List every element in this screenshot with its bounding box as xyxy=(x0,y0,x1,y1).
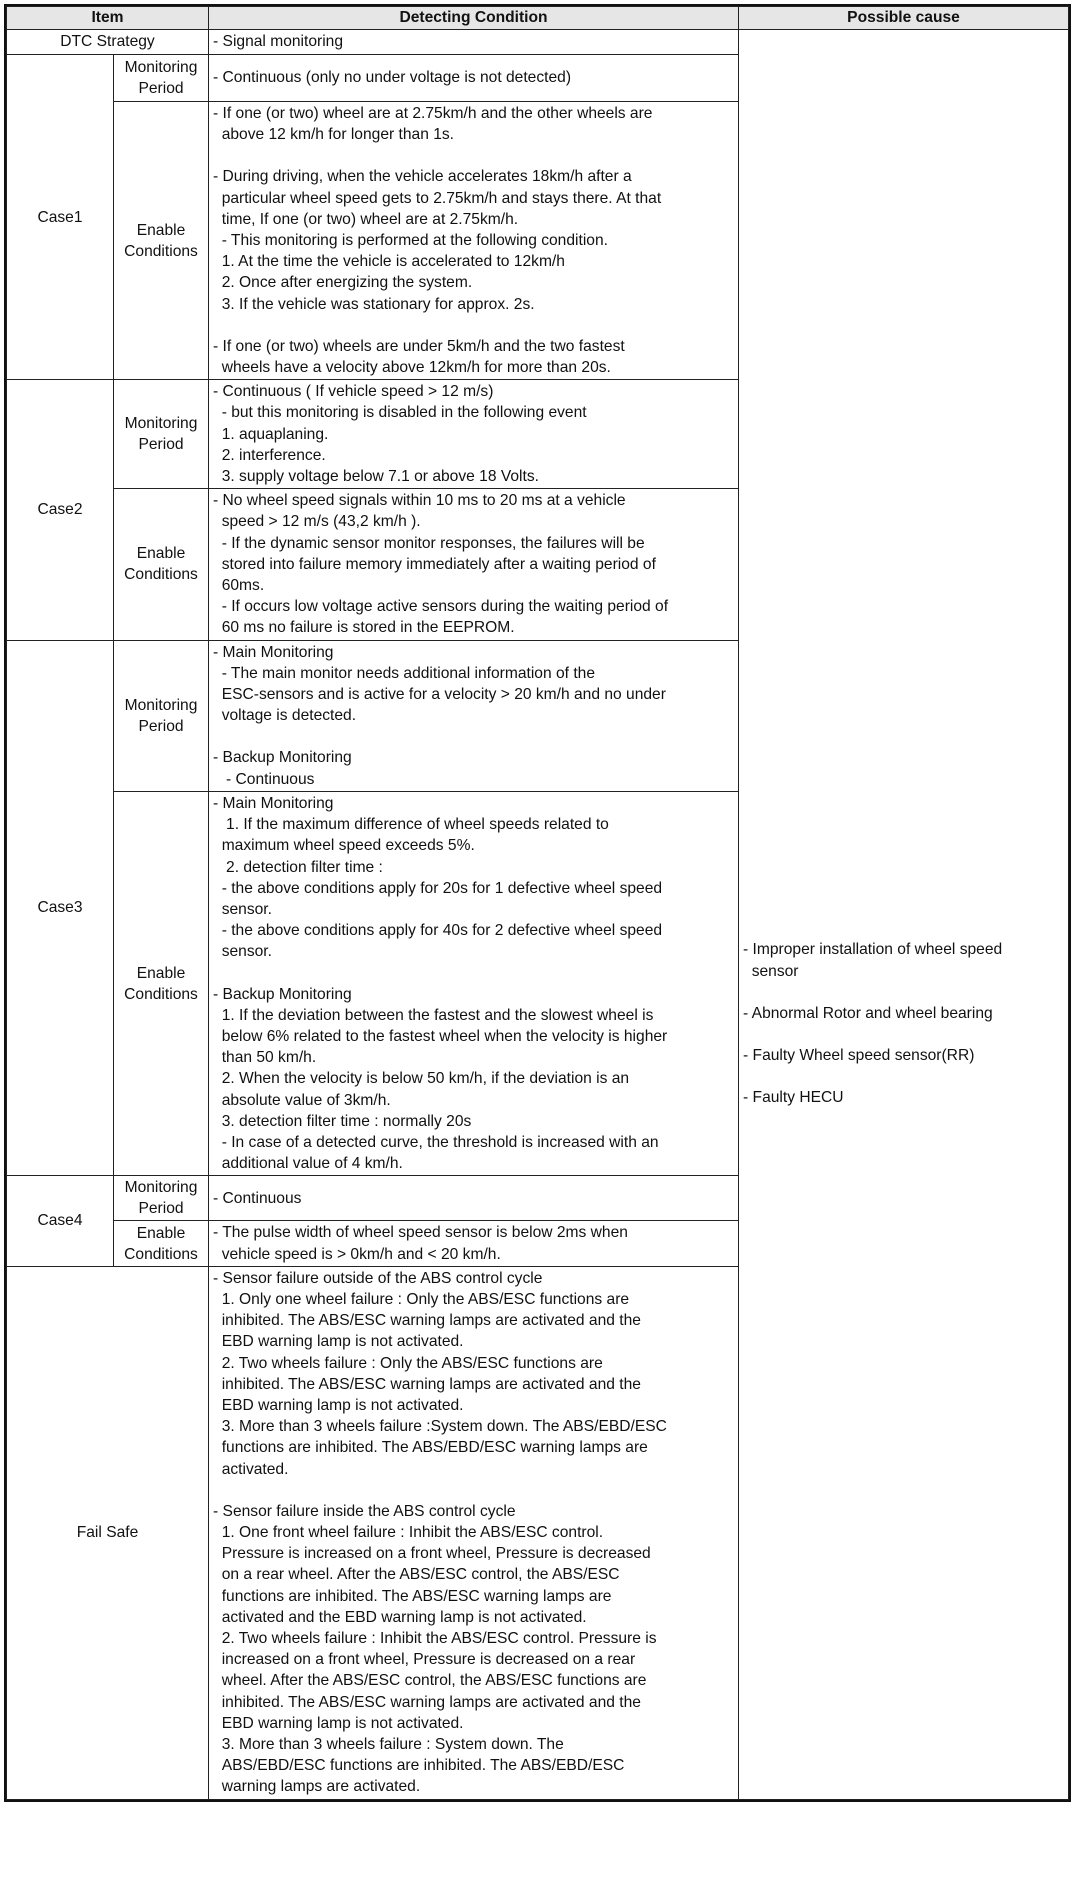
case4-label: Case4 xyxy=(7,1176,114,1266)
cause-item: - Faulty HECU xyxy=(743,1089,844,1107)
case2-label: Case2 xyxy=(7,380,114,640)
header-item: Item xyxy=(7,7,209,30)
case1-enable-text: - If one (or two) wheel are at 2.75km/h and the other wheels are above 12 km/h for longer than 1s. - During driving, when the vehicle accelerates 18km/h after a particular wheel speed gets to 2.75km/h and stays there. At that time, If one (or two) wheel are at 2.75km/h. - This monitoring is performed at the following condition. 1. At the time the vehicle is accelerated to 12km/h 2. Once after energizing the system. 3. If the vehicle was stationary for approx. 2s. - If one (or two) wheels are under 5km/h and the two fastest wheels have a velocity above 12km/h for more than 20s. xyxy=(209,102,739,380)
case2-enable-text: - No wheel speed signals within 10 ms to 20 ms at a vehicle speed > 12 m/s (43,2 km/h ). - If the dynamic sensor monitor responses, the failures will be stored into failure memory immediately after a waiting period of 60ms. - If occurs low voltage active sensors during the waiting period of 60 ms no failure is stored in the EEPROM. xyxy=(209,489,739,640)
strategy-value: - Signal monitoring xyxy=(209,30,739,55)
cause-item: - Abnormal Rotor and wheel bearing xyxy=(743,1004,993,1022)
case3-monitoring-label: Monitoring Period xyxy=(114,640,209,791)
strategy-row xyxy=(7,30,1069,55)
dtc-table xyxy=(6,6,1069,1800)
case2-monitoring-text: - Continuous ( If vehicle speed > 12 m/s) - but this monitoring is disabled in the following event 1. aquaplaning. 2. interference. 3. supply voltage below 7.1 or above 18 Volts. xyxy=(209,380,739,489)
cause-item: - Improper installation of wheel speed sensor xyxy=(743,941,1003,980)
possible-cause-cell xyxy=(739,30,1069,1800)
header-detecting-condition: Detecting Condition xyxy=(209,7,739,30)
case4-monitoring-text: - Continuous xyxy=(209,1176,739,1221)
case3-label: Case3 xyxy=(7,640,114,1176)
case4-enable-text: - The pulse width of wheel speed sensor is below 2ms when vehicle speed is > 0km/h and < 20 km/h. xyxy=(209,1221,739,1266)
case1-monitoring-label: Monitoring Period xyxy=(114,55,209,102)
case1-monitoring-text: - Continuous (only no under voltage is not detected) xyxy=(209,55,739,102)
case3-enable-label: Enable Conditions xyxy=(114,791,209,1175)
case4-monitoring-label: Monitoring Period xyxy=(114,1176,209,1221)
case1-enable-label: Enable Conditions xyxy=(114,102,209,380)
case4-enable-label: Enable Conditions xyxy=(114,1221,209,1266)
failsafe-text: - Sensor failure outside of the ABS control cycle 1. Only one wheel failure : Only the ABS/ESC functions are inhibited. The ABS/ESC warning lamps are activated and the EBD warning lamp is not activated. 2. Two wheels failure : Only the ABS/ESC functions are inhibited. The ABS/ESC warning lamps are activated and the EBD warning lamp is not activated. 3. More than 3 wheels failure :System down. The ABS/EBD/ESC functions are inhibited. The ABS/EBD/ESC warning lamps are activated. - Sensor failure inside the ABS control cycle 1. One front wheel failure : Inhibit the ABS/ESC control. Pressure is increased on a front wheel, Pressure is decreased on a rear wheel. After the ABS/ESC control, the ABS/ESC functions are inhibited. The ABS/ESC warning lamps are activated and the EBD warning lamp is not activated. 2. Two wheels failure : Inhibit the ABS/ESC control. Pressure is increased on a front wheel, Pressure is decreased on a rear wheel. After the ABS/ESC control, the ABS/ESC functions are inhibited. The ABS/ESC warning lamps are activated and the EBD warning lamp is not activated. 3. More than 3 wheels failure : System down. The ABS/EBD/ESC functions are inhibited. The ABS/EBD/ESC warning lamps are activated. xyxy=(209,1266,739,1799)
case3-monitoring-text: - Main Monitoring - The main monitor needs additional information of the ESC-sensors and is active for a velocity > 20 km/h and no under voltage is detected. - Backup Monitoring - Continuous xyxy=(209,640,739,791)
case3-enable-text: - Main Monitoring 1. If the maximum difference of wheel speeds related to maximum wheel speed exceeds 5%. 2. detection filter time : - the above conditions apply for 20s for 1 defective wheel speed sensor. - the above conditions apply for 40s for 2 defective wheel speed sensor. - Backup Monitoring 1. If the deviation between the fastest and the slowest wheel is below 6% related to the fastest wheel when the velocity is higher than 50 km/h. 2. When the velocity is below 50 km/h, if the deviation is an absolute value of 3km/h. 3. detection filter time : normally 20s - In case of a detected curve, the threshold is increased with an additional value of 4 km/h. xyxy=(209,791,739,1175)
failsafe-label: Fail Safe xyxy=(7,1266,209,1799)
cause-item: - Faulty Wheel speed sensor(RR) xyxy=(743,1046,975,1064)
case1-label: Case1 xyxy=(7,55,114,380)
case2-enable-label: Enable Conditions xyxy=(114,489,209,640)
case2-monitoring-label: Monitoring Period xyxy=(114,380,209,489)
header-possible-cause: Possible cause xyxy=(739,7,1069,30)
strategy-label: DTC Strategy xyxy=(7,30,209,55)
header-row xyxy=(7,7,1069,30)
